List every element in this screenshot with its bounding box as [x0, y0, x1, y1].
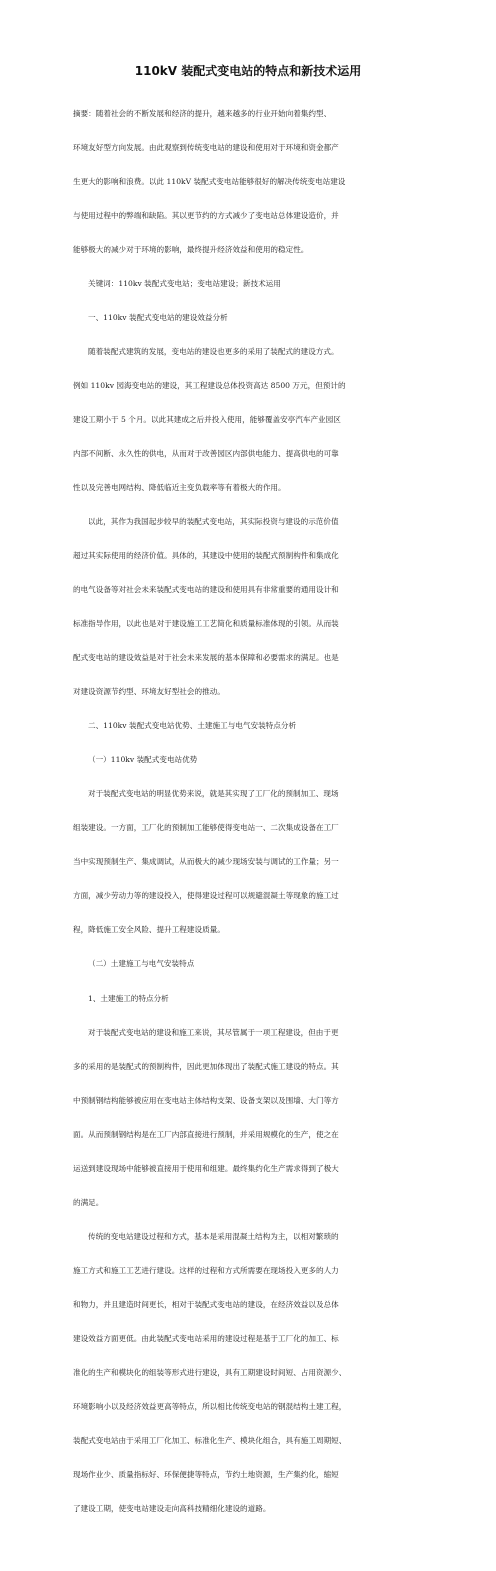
paragraph-line: 环境影响小以及经济效益更高等特点，所以相比传统变电站的钢混结构土建工程，	[73, 1401, 347, 1411]
paragraph-line: 性以及完善电网结构、降低临近主变负载率等有着极大的作用。	[73, 483, 286, 493]
paragraph-line: 当中实现预制生产、集成调试，从而极大的减少现场安装与调试的工作量；另一	[73, 857, 339, 867]
keywords-line: 关键词：110kv 装配式变电站；变电站建设；新技术运用	[88, 278, 281, 288]
paragraph-line: 方面，减少劳动力等的建设投入，使得建设过程可以规避混凝土等现象的施工过	[73, 891, 339, 901]
paragraph-line: 现场作业少、质量指标好、环保便捷等特点，节约土地资源，生产集约化，缩短	[73, 1469, 339, 1479]
paragraph-line: 运送到建设现场中能够被直接用于使用和组建。最终集约化生产需求得到了极大	[73, 1163, 339, 1173]
abstract-line: 与使用过程中的弊端和缺陷。其以更节约的方式减少了变电站总体建设造价，并	[73, 210, 339, 220]
paragraph-line: 面。从而预制钢结构是在工厂内部直接进行预制，并采用规模化的生产，使之在	[73, 1129, 339, 1139]
paragraph-line: 标准指导作用，以此也是对于建设施工工艺简化和质量标准体现的引领。从而装	[73, 619, 339, 629]
paragraph-line: 组装建设。一方面，工厂化的预制加工能够使得变电站一、二次集成设备在工厂	[73, 823, 339, 833]
subsection-heading: （一）110kv 装配式变电站优势	[88, 755, 198, 765]
paragraph-line: 的电气设备等对社会未来装配式变电站的建设和使用具有非常重要的通用设计和	[73, 585, 339, 595]
paragraph-line: 了建设工期，使变电站建设走向高科技精细化建设的道路。	[73, 1503, 271, 1513]
abstract-line: 生更大的影响和浪费。以此 110kV 装配式变电站能够很好的解决传统变电站建设	[73, 176, 346, 186]
paragraph-line: 施工方式和施工工艺进行建设。这样的过程和方式所需要在现场投入更多的人力	[73, 1265, 339, 1275]
paragraph-line: 程，降低施工安全风险、提升工程建设质量。	[73, 925, 225, 935]
paragraph-line: 对于装配式变电站的明显优势来说，就是其实现了工厂化的预制加工、现场	[88, 789, 339, 799]
paragraph-line: 多的采用的是装配式的预制构件，因此更加体现出了装配式施工建设的特点。其	[73, 1061, 339, 1071]
paragraph-line	[73, 1537, 425, 1548]
abstract-line: 环境友好型方向发展。由此观察到传统变电站的建设和使用对于环境和资金都产	[73, 142, 339, 152]
paragraph-line: 建设效益方面更低。由此装配式变电站采用的建设过程是基于工厂化的加工、标	[73, 1333, 339, 1343]
document-title: 110kV 装配式变电站的特点和新技术运用	[134, 64, 362, 78]
paragraph-line: 传统的变电站建设过程和方式，基本是采用混凝土结构为主，以相对繁琐的	[88, 1231, 339, 1241]
paragraph-line: 准化的生产和模块化的组装等形式进行建设，具有工期建设时间短、占用资源少、	[73, 1367, 347, 1377]
paragraph-line: 和物力，并且建造时间更长，相对于装配式变电站的建设，在经济效益以及总体	[73, 1299, 339, 1309]
paragraph-line: 超过其实际使用的经济价值。具体的，其建设中使用的装配式预制构件和集成化	[73, 551, 339, 561]
paragraph-line: 随着装配式建筑的发展，变电站的建设也更多的采用了装配式的建设方式。	[88, 346, 339, 356]
paragraph-line: 配式变电站的建设效益是对于社会未来发展的基本保障和必要需求的满足。也是	[73, 653, 339, 663]
paragraph-line: 以此，其作为我国起步较早的装配式变电站，其实际投资与建设的示范价值	[88, 517, 339, 527]
paragraph-line: 的满足。	[73, 1197, 104, 1207]
paragraph-line: 对建设资源节约型、环境友好型社会的推动。	[73, 687, 225, 697]
sub-subsection-heading: 1、土建施工的特点分析	[88, 993, 169, 1003]
paragraph-line: 装配式变电站由于采用工厂化加工、标准化生产、模块化组合，具有施工周期短、	[73, 1435, 347, 1445]
paragraph-line: 内部不间断、永久性的供电，从而对于改善园区内部供电能力、提高供电的可靠	[73, 449, 339, 458]
paragraph-line: 例如 110kv 园海变电站的建设，其工程建设总体投资高达 8500 万元，但预计的	[73, 380, 346, 390]
paragraph-line: 中预制钢结构能够被应用在变电站主体结构支架、设备支架以及围墙、大门等方	[73, 1095, 339, 1105]
document-body	[73, 85, 425, 1571]
section-heading: 一、110kv 装配式变电站的建设效益分析	[88, 312, 228, 322]
abstract-line: 摘要：随着社会的不断发展和经济的提升，越来越多的行业开始向着集约型、	[73, 108, 332, 118]
section-heading: 二、110kv 装配式变电站优势、土建施工与电气安装特点分析	[88, 721, 297, 731]
subsection-heading: （二）土建施工与电气安装特点	[88, 959, 195, 969]
paragraph-line: 建设工期小于 5 个月。以此其建成之后并投入使用，能够覆盖安亭汽车产业园区	[73, 414, 341, 424]
abstract-line: 能够极大的减少对于环境的影响，最终提升经济效益和使用的稳定性。	[73, 244, 309, 254]
paragraph-line: 对于装配式变电站的建设和施工来说，其尽管属于一项工程建设，但由于更	[88, 1027, 339, 1037]
